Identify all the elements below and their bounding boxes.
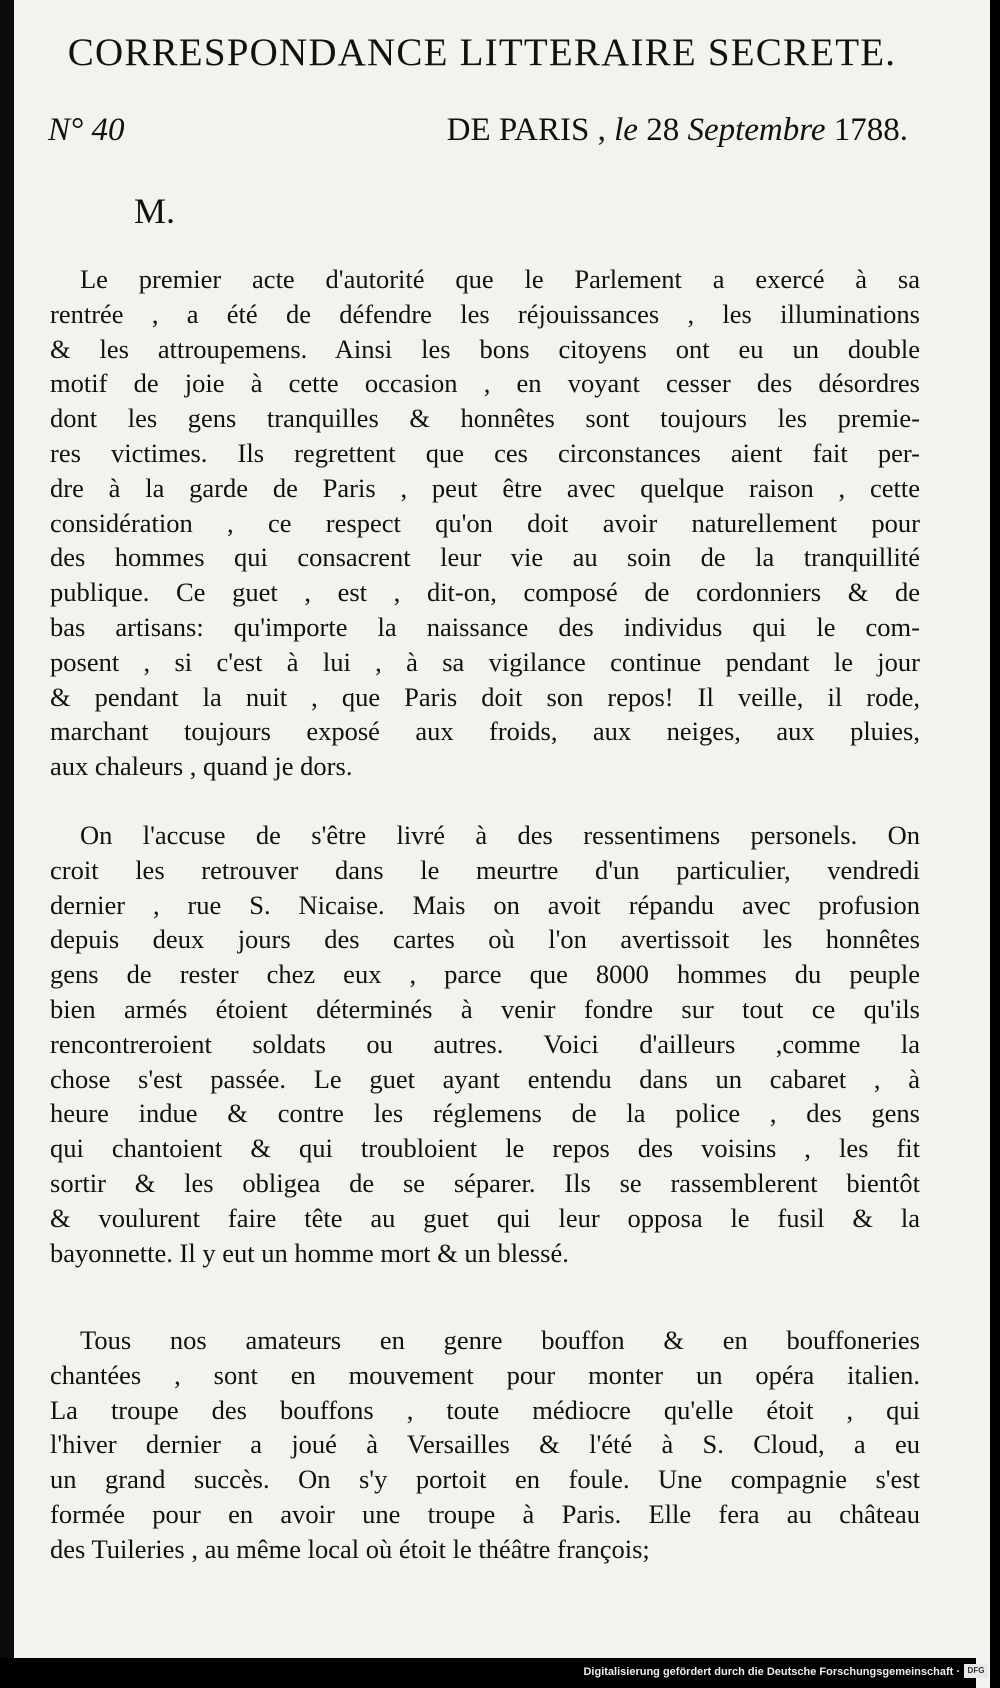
text-line: On l'accuse de s'être livré à des ressentimens personels. On (80, 820, 920, 850)
journal-title: CORRESPONDANCE LITTERAIRE SECRETE. (67, 31, 897, 74)
dfg-logo: DFG (964, 1664, 988, 1678)
scan-left-edge (0, 0, 14, 1688)
dateline-prefix: DE PARIS , (446, 112, 606, 148)
text-line: des Tuileries , au même local où étoit le théâtre françois; (50, 1533, 650, 1564)
digitization-credit: Digitalisierung gefördert durch die Deutsche Forschungsgemeinschaft · (583, 1666, 960, 1678)
paragraph-3 (50, 1323, 920, 1567)
text-line: res victimes. Ils regrettent que ces circonstances aient fait per- (50, 437, 920, 468)
dateline-year: 1788. (833, 112, 908, 148)
text-line: dont les gens tranquilles & honnêtes sont toujours les premie- (50, 403, 920, 434)
text-line: heure indue & contre les réglemens de la police , des gens (50, 1098, 920, 1129)
text-line: des hommes qui consacrent leur vie au soin de la tranquillité (50, 542, 920, 573)
text-line: sortir & les obligea de se séparer. Ils se rassemblerent bientôt (50, 1167, 920, 1198)
text-line: & pendant la nuit , que Paris doit son repos! Il veille, il rode, (50, 681, 920, 712)
text-line: chose s'est passée. Le guet ayant entendu dans un cabaret , à (50, 1063, 920, 1094)
salutation: M. (134, 191, 176, 231)
paragraph-1 (50, 262, 920, 784)
text-line: & voulurent faire tête au guet qui leur opposa le fusil & la (50, 1202, 920, 1233)
text-line: motif de joie à cette occasion , en voyant cesser des désordres (50, 368, 920, 399)
issue-line (48, 112, 908, 152)
text-line: bien armés étoient déterminés à venir fondre sur tout ce qu'ils (50, 993, 920, 1024)
text-line: dernier , rue S. Nicaise. Mais on avoit répandu avec profusion (50, 889, 920, 920)
issue-number: N° 40 (48, 112, 125, 148)
text-line: Le premier acte d'autorité que le Parlement a exercé à sa (80, 264, 920, 294)
text-line: publique. Ce guet , est , dit-on, composé de cordonniers & de (50, 577, 920, 608)
text-line: posent , si c'est à lui , à sa vigilance continue pendant le jour (50, 646, 920, 677)
text-line: croit les retrouver dans le meurtre d'un particulier, vendredi (50, 854, 920, 885)
text-line: aux chaleurs , quand je dors. (50, 751, 353, 782)
text-line: chantées , sont en mouvement pour monter un opéra italien. (50, 1359, 920, 1390)
text-line: marchant toujours exposé aux froids, aux neiges, aux pluies, (50, 716, 920, 747)
text-line: bas artisans: qu'importe la naissance des individus qui le com- (50, 611, 920, 642)
paragraph-2 (50, 818, 920, 1270)
text-line: qui chantoient & qui troubloient le repos des voisins , les fit (50, 1133, 920, 1164)
text-line: Tous nos amateurs en genre bouffon & en bouffoneries (80, 1325, 920, 1355)
text-line: & les attroupemens. Ainsi les bons citoyens ont eu un double (50, 333, 920, 364)
document-page (14, 0, 990, 1688)
text-line: depuis deux jours des cartes où l'on avertissoit les honnêtes (50, 924, 920, 955)
text-line: gens de rester chez eux , parce que 8000 hommes du peuple (50, 959, 920, 990)
text-line: l'hiver dernier a joué à Versailles & l'été à S. Cloud, a eu (50, 1429, 920, 1460)
text-line: rentrée , a été de défendre les réjouissances , les illuminations (50, 298, 920, 329)
text-line: La troupe des bouffons , toute médiocre qu'elle étoit , qui (50, 1394, 920, 1425)
text-line: rencontreroient soldats ou autres. Voici d'ailleurs ,comme la (50, 1028, 920, 1059)
text-line: considération , ce respect qu'on doit avoir naturellement pour (50, 507, 920, 538)
text-line: bayonnette. Il y eut un homme mort & un blessé. (50, 1237, 569, 1268)
text-line: dre à la garde de Paris , peut être avec quelque raison , cette (50, 472, 920, 503)
text-line: formée pour en avoir une troupe à Paris. Elle fera au château (50, 1498, 920, 1529)
dateline (447, 112, 908, 149)
dateline-month: Septembre (687, 112, 826, 148)
dateline-day: 28 (646, 112, 680, 148)
dateline-le: le (614, 112, 638, 148)
text-line: un grand succès. On s'y portoit en foule. Une compagnie s'est (50, 1464, 920, 1495)
